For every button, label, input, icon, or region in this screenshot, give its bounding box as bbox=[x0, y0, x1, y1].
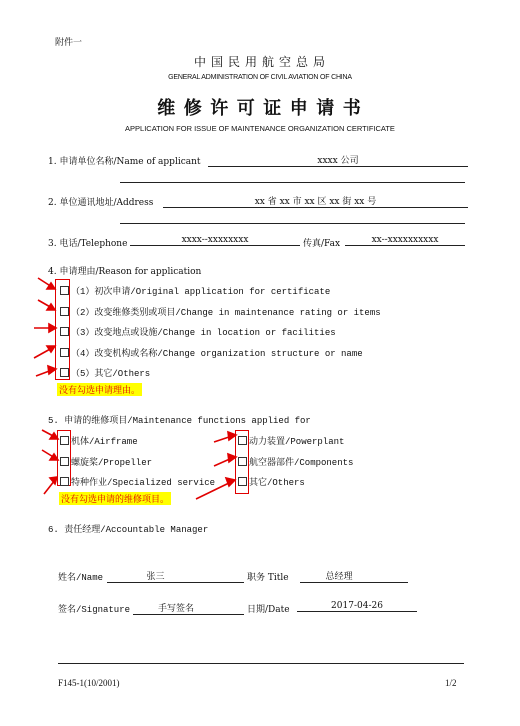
arrow-head-icon bbox=[47, 346, 55, 352]
signature-label: 签名/Signature bbox=[58, 605, 131, 615]
arrow-icon bbox=[196, 482, 231, 499]
arrow-head-icon bbox=[47, 304, 55, 310]
function-components-label: 航空器部件/Components bbox=[249, 458, 354, 468]
applicant-value: xxxx 公司 bbox=[317, 156, 359, 166]
address-label: 2. 单位通讯地址/Address bbox=[48, 198, 154, 208]
arrow-head-icon bbox=[48, 366, 56, 374]
manager-name-label: 姓名/Name bbox=[58, 573, 104, 583]
fax-label: 传真/Fax bbox=[303, 239, 341, 249]
manager-heading: 6. 责任经理/Accountable Manager bbox=[48, 525, 209, 535]
form-title-en: APPLICATION FOR ISSUE OF MAINTENANCE ORGANIZATION CERTIFICATE bbox=[125, 124, 395, 133]
signature-value: 手写签名 bbox=[157, 604, 194, 614]
form-code: F145-1(10/2001) bbox=[58, 678, 120, 688]
reason-error-message: 没有勾选申请理由。 bbox=[57, 383, 142, 396]
arrow-head-icon bbox=[49, 324, 56, 332]
arrow-head-icon bbox=[226, 478, 235, 486]
applicant-label: 1. 申请单位名称/Name of applicant bbox=[48, 157, 201, 167]
telephone-label: 3. 电话/Telephone bbox=[48, 239, 128, 249]
functions-error-message: 没有勾选申请的维修项目。 bbox=[59, 492, 171, 505]
functions-heading: 5. 申请的维修项目/Maintenance functions applied for bbox=[48, 416, 311, 426]
manager-name-value: 张三 bbox=[146, 572, 165, 582]
function-propeller-label: 螺旋桨/Propeller bbox=[71, 458, 153, 468]
arrow-head-icon bbox=[50, 433, 58, 439]
address-value: xx 省 xx 市 xx 区 xx 街 xx 号 bbox=[254, 197, 377, 207]
reason-option-4-label: （4）改变机构或名称/Change organization structure or name bbox=[71, 349, 363, 359]
function-airframe-label: 机体/Airframe bbox=[71, 437, 138, 447]
function-specialized-label: 特种作业/Specialized service bbox=[71, 478, 216, 488]
arrow-head-icon bbox=[228, 454, 236, 462]
telephone-value: xxxx--xxxxxxxx bbox=[181, 235, 249, 245]
function-powerplant-label: 动力装置/Powerplant bbox=[249, 437, 345, 447]
form-title-cn: 维 修 许 可 证 申 请 书 bbox=[157, 98, 363, 118]
attachment-label: 附件一 bbox=[55, 37, 83, 47]
arrow-head-icon bbox=[50, 477, 57, 484]
fax-value: xx--xxxxxxxxxx bbox=[371, 235, 439, 245]
manager-position-label: 职务 Title bbox=[247, 573, 289, 583]
manager-position-value: 总经理 bbox=[325, 572, 353, 582]
date-label: 日期/Date bbox=[247, 605, 290, 615]
reason-option-5-label: （5）其它/Others bbox=[71, 369, 151, 379]
page-number: 1/2 bbox=[445, 678, 457, 688]
reason-option-2-label: （2）改变维修类别或项目/Change in maintenance rating or items bbox=[71, 308, 381, 318]
date-value: 2017-04-26 bbox=[331, 601, 383, 611]
authority-name-en: GENERAL ADMINISTRATION OF CIVIL AVIATION OF CHINA bbox=[168, 74, 352, 81]
reason-option-3-label: （3）改变地点或设施/Change in location or facilities bbox=[71, 328, 336, 338]
reason-heading: 4. 申请理由/Reason for application bbox=[48, 267, 202, 277]
reason-option-1-label: （1）初次申请/Original application for certificate bbox=[71, 287, 331, 297]
arrow-head-icon bbox=[228, 432, 236, 440]
authority-name-cn: 中 国 民 用 航 空 总 局 bbox=[193, 55, 326, 69]
function-others-label: 其它/Others bbox=[249, 478, 305, 488]
